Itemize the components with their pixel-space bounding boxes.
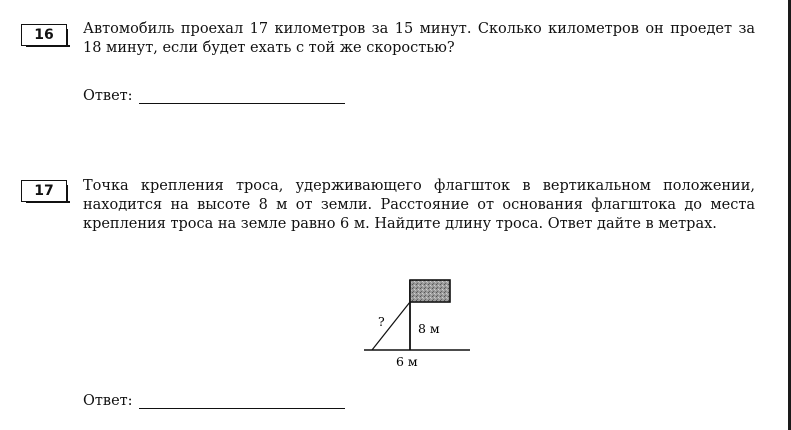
answer-input-line[interactable] [139,394,345,409]
height-label: 8 м [418,321,440,336]
answer-row [83,88,345,104]
answer-label: Ответ: [83,393,133,409]
task-text: Точка крепления троса, удерживающего флагшток в вертикальном положении, находится на высоте 8 м от земли. Расстояние от основания флагштока до места крепления троса на земле равно 6 м. Найдите длину троса. Ответ дайте в метрах. [83,178,755,232]
answer-input-line[interactable] [139,89,345,104]
task-number-box [21,24,67,46]
task-number: 17 [34,183,54,199]
answer-row [83,393,345,409]
cable-unknown-label: ? [378,314,385,329]
base-label: 6 м [396,354,418,369]
task-text: Автомобиль проехал 17 километров за 15 минут. Сколько километров он проедет за 18 минут, если будет ехать с той же скоростью? [83,21,755,56]
flagpole-figure [360,276,480,371]
task-number: 16 [34,27,54,43]
task-number-box [21,180,67,202]
flag-rect [410,280,450,302]
answer-label: Ответ: [83,88,133,104]
